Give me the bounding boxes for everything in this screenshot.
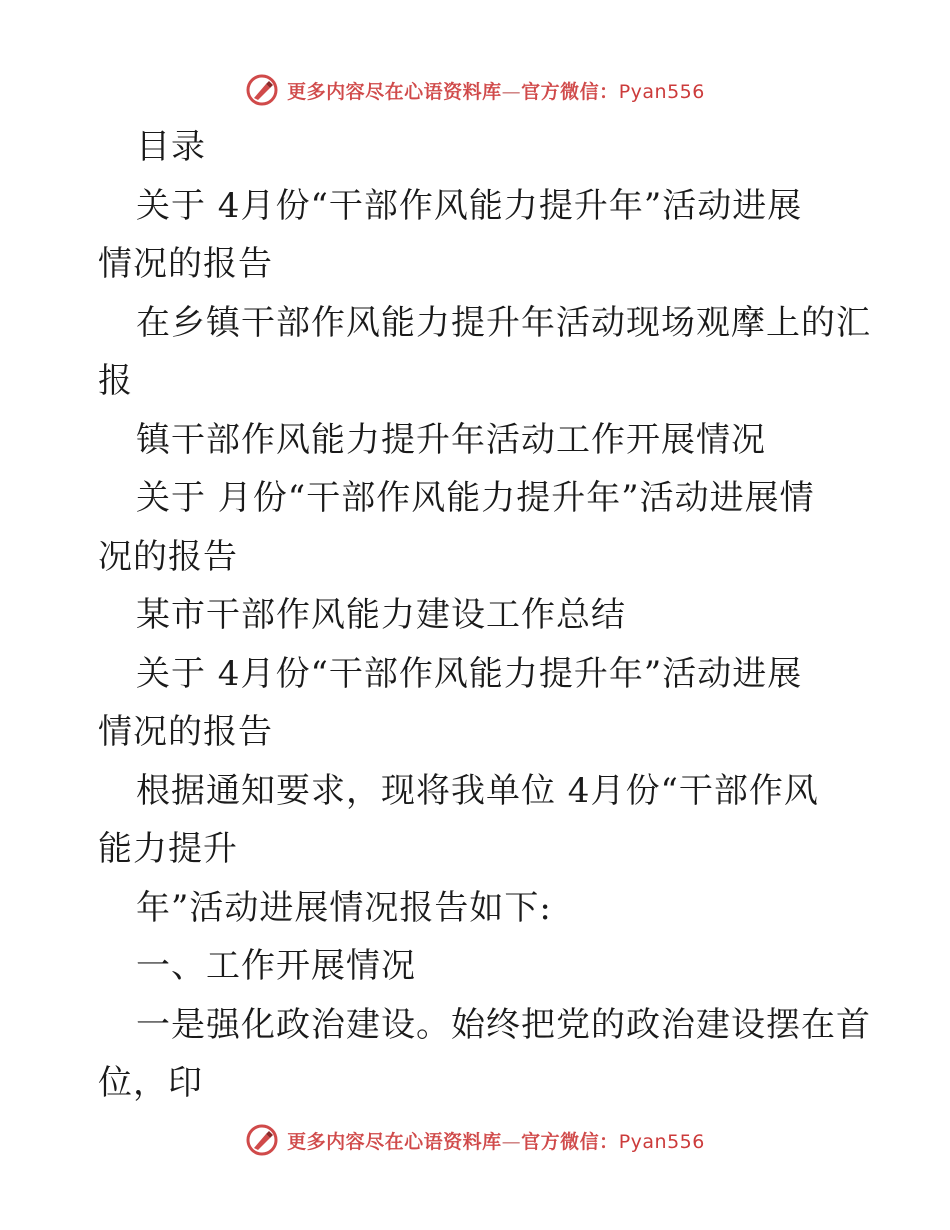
banner-label: 官方微信：: [521, 1130, 619, 1153]
pen-logo-icon: [245, 73, 279, 107]
line-16: 位，印: [98, 1063, 203, 1103]
line-4: 报: [98, 361, 133, 401]
line-11: 根据通知要求，现将我单位 4月份“干部作风: [136, 770, 819, 811]
line-7: 况的报告: [98, 536, 238, 577]
line-13: 年”活动进展情况报告如下:: [136, 887, 552, 928]
banner-sep: —: [501, 80, 522, 103]
line-1: 关于 4月份“干部作风能力提升年”活动进展: [136, 185, 803, 226]
line-0: 目录: [136, 127, 206, 167]
banner-main: 更多内容尽在心语资料库: [287, 1130, 502, 1153]
line-12: 能力提升: [98, 829, 238, 869]
banner-text: [287, 77, 705, 104]
line-10: 情况的报告: [98, 712, 273, 752]
line-8: 某市干部作风能力建设工作总结: [136, 595, 626, 635]
line-9: 关于 4月份“干部作风能力提升年”活动进展: [136, 653, 803, 694]
line-6: 关于 月份“干部作风能力提升年”活动进展情: [136, 478, 815, 518]
line-5: 镇干部作风能力提升年活动工作开展情况: [136, 419, 766, 460]
header-banner: [0, 70, 950, 110]
banner-text: [287, 1127, 705, 1154]
document-body: [98, 118, 871, 1113]
line-3: 在乡镇干部作风能力提升年活动现场观摩上的汇: [136, 302, 871, 343]
banner-wechat-id: Pyan556: [618, 1130, 705, 1153]
footer-banner: [0, 1120, 950, 1160]
banner-label: 官方微信：: [521, 80, 619, 103]
banner-sep: —: [501, 1130, 522, 1153]
line-14: 一、工作开展情况: [136, 946, 416, 986]
pen-logo-icon: [245, 1123, 279, 1157]
banner-wechat-id: Pyan556: [618, 80, 705, 103]
line-2: 情况的报告: [98, 244, 273, 284]
banner-main: 更多内容尽在心语资料库: [287, 80, 502, 103]
line-15: 一是强化政治建设。始终把党的政治建设摆在首: [136, 1004, 871, 1045]
